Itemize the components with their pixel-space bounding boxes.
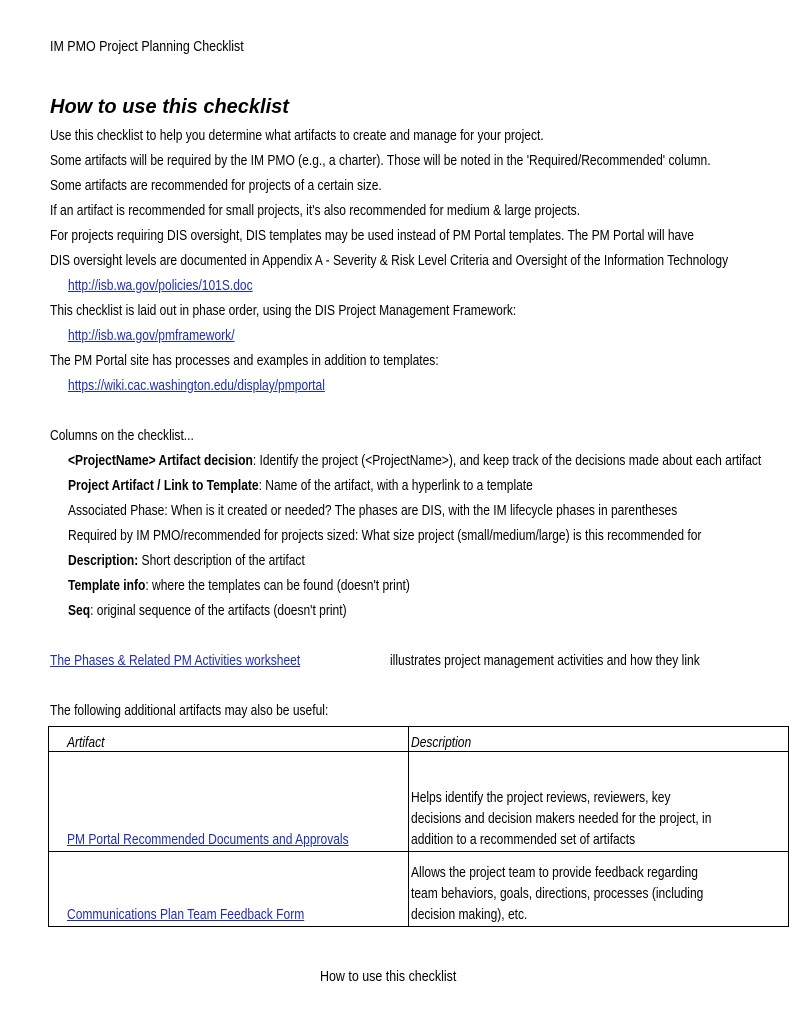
portal-text: The PM Portal site has processes and examples in addition to templates: (50, 353, 439, 369)
column-desc: : Identify the project (<ProjectName>), and keep track of the decisions made about each artifact (252, 453, 762, 469)
section-title: How to use this checklist (50, 96, 289, 118)
intro-line-3: Some artifacts are recommended for projects of a certain size. (50, 178, 382, 194)
intro-line-2: Some artifacts will be required by the IM PMO (e.g., a charter). Those will be noted in the 'Required/Recommended' column. (50, 153, 711, 169)
column-desc: Short description of the artifact (138, 553, 305, 569)
page-header: IM PMO Project Planning Checklist (50, 38, 244, 55)
artifact-link[interactable]: Communications Plan Team Feedback Form (67, 907, 305, 923)
intro-line-1: Use this checklist to help you determine what artifacts to create and manage for your project. (50, 128, 544, 144)
column-desc-template (68, 578, 410, 594)
additional-artifacts-table (48, 726, 789, 927)
column-desc-decision (68, 453, 761, 469)
intro-line-4: If an artifact is recommended for small projects, it's also recommended for medium & large projects. (50, 203, 581, 219)
column-desc-required: Required by IM PMO/recommended for projects sized: What size project (small/medium/large) is this recommended for (68, 528, 702, 544)
table-row (49, 752, 789, 852)
column-name: Project Artifact / Link to Template (68, 478, 259, 494)
page-footer: How to use this checklist (320, 968, 457, 985)
description-cell: Helps identify the project reviews, reviewers, key decisions and decision makers needed for the project, in addition to a recommended set of artifacts (409, 752, 789, 852)
column-header-description: Description (409, 727, 789, 752)
column-desc-description (68, 553, 305, 569)
phase-order-text: This checklist is laid out in phase order, using the DIS Project Management Framework: (50, 303, 517, 319)
column-desc-phase: Associated Phase: When is it created or needed? The phases are DIS, with the IM lifecycle phases in parentheses (68, 503, 678, 519)
policy-link[interactable]: http://isb.wa.gov/policies/101S.doc (68, 278, 253, 294)
column-name: Description: (68, 553, 139, 569)
column-name: <ProjectName> Artifact decision (68, 453, 253, 469)
table-row (49, 852, 789, 927)
column-name: Template info (68, 578, 146, 594)
portal-link[interactable]: https://wiki.cac.washington.edu/display/pmportal (68, 378, 325, 394)
intro-line-6: DIS oversight levels are documented in Appendix A - Severity & Risk Level Criteria and Oversight of the Information Technology (50, 253, 729, 269)
phases-worksheet-link[interactable]: The Phases & Related PM Activities worksheet (50, 653, 301, 669)
column-desc-artifact (68, 478, 533, 494)
intro-line-5: For projects requiring DIS oversight, DIS templates may be used instead of PM Portal templates. The PM Portal will have (50, 228, 694, 244)
phases-text: illustrates project management activities and how they link (390, 653, 700, 669)
artifact-cell (49, 752, 409, 852)
column-desc: : where the templates can be found (doesn't print) (145, 578, 410, 594)
column-desc-seq (68, 603, 347, 619)
columns-intro: Columns on the checklist... (50, 428, 194, 444)
column-desc: : original sequence of the artifacts (doesn't print) (90, 603, 347, 619)
column-header-artifact: Artifact (49, 727, 409, 752)
framework-link[interactable]: http://isb.wa.gov/pmframework/ (68, 328, 235, 344)
column-name: Seq (68, 603, 91, 619)
column-desc: : Name of the artifact, with a hyperlink to a template (258, 478, 533, 494)
additional-intro: The following additional artifacts may also be useful: (50, 703, 329, 719)
artifact-link[interactable]: PM Portal Recommended Documents and Approvals (67, 832, 349, 848)
table-header-row (49, 727, 789, 752)
description-cell: Allows the project team to provide feedback regarding team behaviors, goals, directions, processes (including decision making), etc. (409, 852, 789, 927)
artifact-cell (49, 852, 409, 927)
